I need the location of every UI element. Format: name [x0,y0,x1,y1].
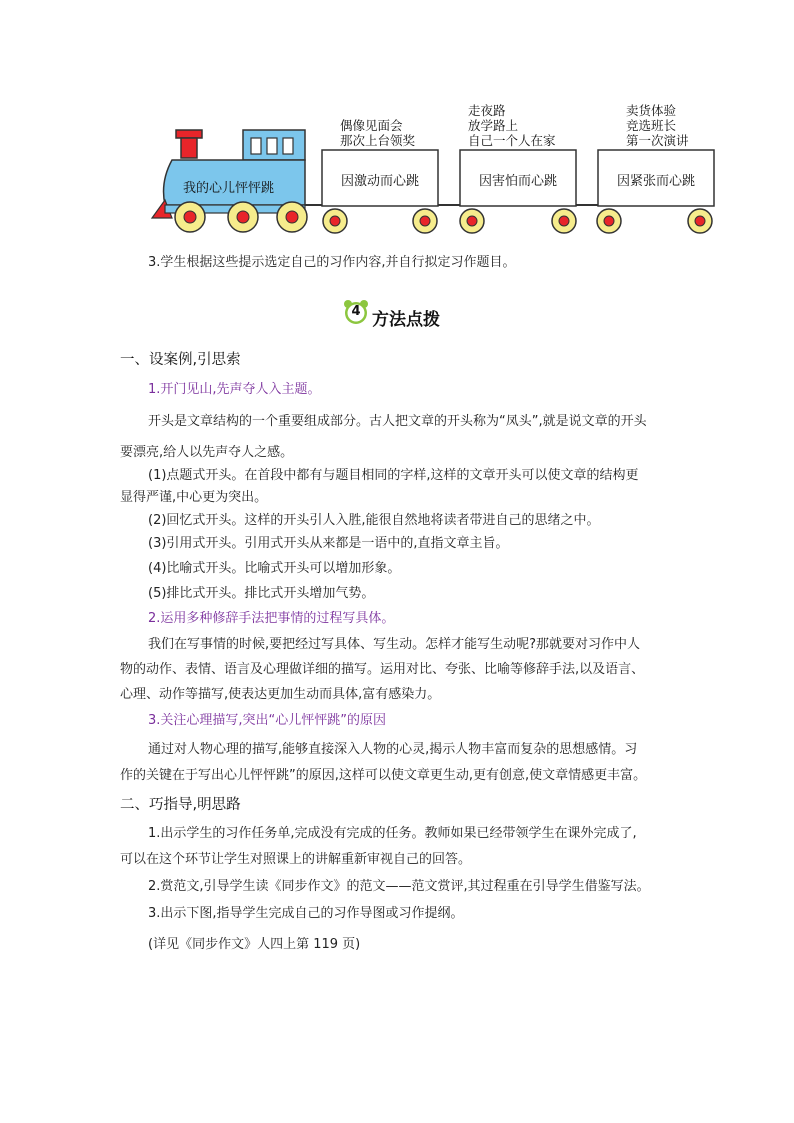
car-label-2: 因害怕而心跳 [478,174,557,189]
item2-title: 2.运用多种修辞手法把事情的过程写具体。 [148,611,395,626]
item2-text: 我们在写事情的时候,要把经过写具体、写生动。怎样才能写生动呢?那就要对习作中人 [148,637,641,652]
part2-step-2: 2.赏范文,引导学生读《同步作文》的范文——范文赏评,其过程重在引导学生借鉴写法。 [148,879,650,894]
item2-text: 物的动作、表情、语言及心理做详细的描写。运用对比、夸张、比喻等修辞手法,以及语言、 [120,662,645,677]
car-hint: 卖货体验 [626,103,677,118]
car-hint: 竞选班长 [626,118,677,133]
car-hint: 那次上台领奖 [340,133,416,148]
section-number: 4 [351,304,361,319]
section-title: 方法点拨 [372,310,440,330]
part2-step-1: 1.出示学生的习作任务单,完成没有完成的任务。教师如果已经带领学生在课外完成了, [148,826,637,841]
car-hint: 自己一个人在家 [468,133,556,148]
item3-text: 通过对人物心理的描写,能够直接深入人物的心灵,揭示人物丰富而复杂的思想感情。习 [148,742,638,757]
method-4: (4)比喻式开头。比喻式开头可以增加形象。 [148,561,401,576]
train-car-3 [597,150,714,233]
car-hint: 放学路上 [468,118,519,133]
method-1: (1)点题式开头。在首段中都有与题目相同的字样,这样的文章开头可以使文章的结构更 [148,468,639,483]
method-2: (2)回忆式开头。这样的开头引人入胜,能很自然地将读者带进自己的思绪之中。 [148,513,600,528]
car-label-1: 因激动而心跳 [340,174,419,189]
item1-text: 开头是文章结构的一个重要组成部分。古人把文章的开头称为“凤头”,就是说文章的开头 [148,414,647,429]
item2-text: 心理、动作等描写,使表达更加生动而具体,富有感染力。 [120,687,441,702]
item3-text: 作的关键在于写出心儿怦怦跳”的原因,这样可以使文章更生动,更有创意,使文章情感更丰富。 [120,768,647,783]
method-5: (5)排比式开头。排比式开头增加气势。 [148,586,375,601]
part2-step-3: 3.出示下图,指导学生完成自己的习作导图或习作提纲。 [148,906,464,921]
part1-heading: 一、设案例,引思索 [120,352,241,368]
train-car-2 [460,150,576,233]
car-hint: 偶像见面会 [340,118,403,133]
item3-title: 3.关注心理描写,突出“心儿怦怦跳”的原因 [148,713,387,728]
car-label-3: 因紧张而心跳 [616,174,695,189]
item1-text: 要漂亮,给人以先声夺人之感。 [120,445,294,460]
intro-step-3: 3.学生根据这些提示选定自己的习作内容,并自行拟定习作题目。 [148,255,516,270]
part2-step-1: 可以在这个环节让学生对照课上的讲解重新审视自己的回答。 [120,852,472,867]
item1-title: 1.开门见山,先声夺人入主题。 [148,382,321,397]
car-hint: 第一次演讲 [626,133,689,148]
method-3: (3)引用式开头。引用式开头从来都是一语中的,直指文章主旨。 [148,536,509,551]
part2-heading: 二、巧指导,明思路 [120,797,241,813]
car-hint: 走夜路 [468,103,506,118]
part2-reference: (详见《同步作文》人四上第 119 页) [148,937,361,952]
locomotive-label: 我的心儿怦怦跳 [183,181,275,196]
method-1: 显得严谨,中心更为突出。 [120,490,268,505]
train-car-1 [322,150,438,233]
